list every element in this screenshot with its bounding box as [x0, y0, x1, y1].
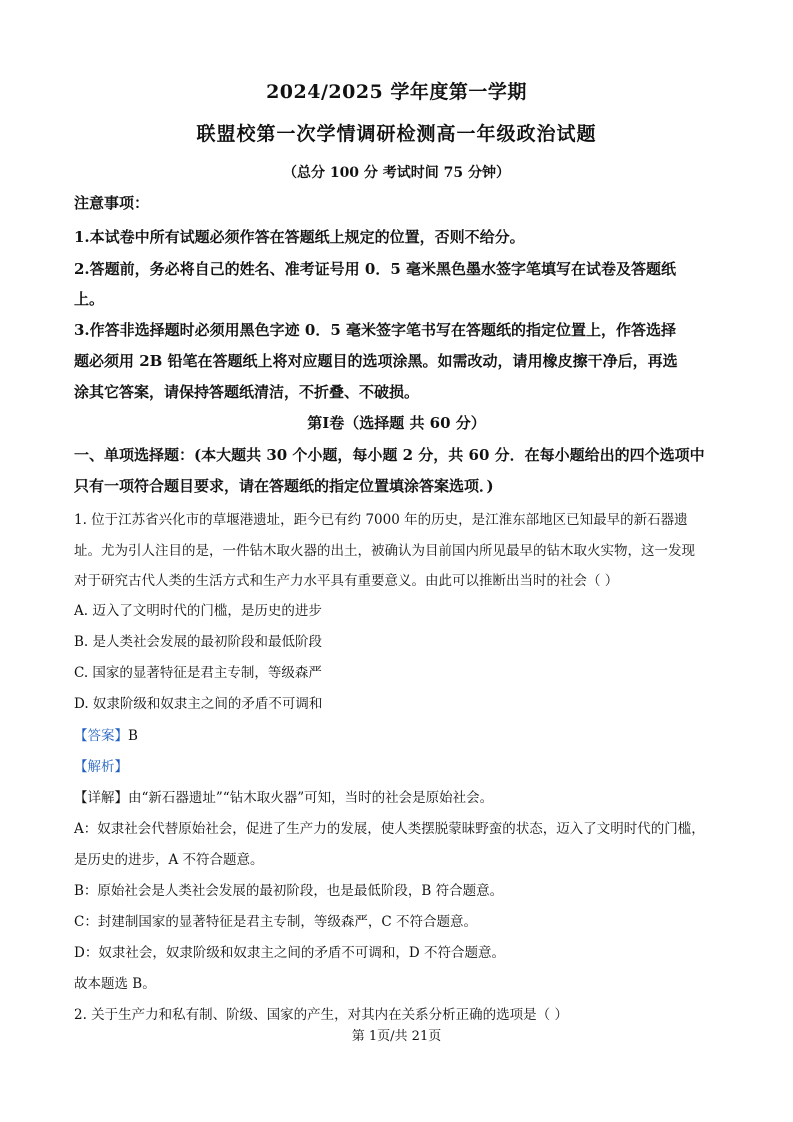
answer-value: B [128, 728, 138, 744]
q1-conclusion: 故本题选 B。 [74, 976, 156, 992]
notice-item-3-line-3: 涂其它答案，请保持答题纸清洁，不折叠、不破损。 [74, 383, 420, 401]
answer-tag: 【答案】 [74, 728, 128, 744]
page-footer: 第 1页/共 21页 [351, 1029, 442, 1044]
q1-explanation-c: C：封建制国家的显著特征是君主专制，等级森严，C 不符合题意。 [74, 914, 477, 930]
notice-item-2-line-1: 2.答题前，务必将自己的姓名、准考证号用 0．5 毫米黑色墨水签字笔填写在试卷及答题纸 [74, 260, 676, 278]
section-instruction-line-1: 一、单项选择题：(本大题共 30 个小题，每小题 2 分，共 60 分．在每小题给出的四个选项中 [74, 446, 705, 464]
q1-option-d: D. 奴隶阶级和奴隶主之间的矛盾不可调和 [74, 696, 323, 712]
notice-heading: 注意事项： [74, 194, 150, 212]
year-term-heading: 2024/2025 学年度第一学期 [266, 81, 527, 103]
notice-item-3-line-1: 3.作答非选择题时必须用黑色字迹 0．5 毫米签字笔书写在答题纸的指定位置上，作答选择 [74, 321, 676, 339]
q1-explanation-d: D：奴隶社会，奴隶阶级和奴隶主之间的矛盾不可调和，D 不符合题意。 [74, 945, 505, 961]
q1-stem-line-2: 址。尤为引人注目的是，一件钻木取火器的出土，被确认为目前国内所见最早的钻木取火实物，这一发现 [74, 543, 695, 559]
notice-item-1: 1.本试卷中所有试题必须作答在答题纸上规定的位置，否则不给分。 [74, 228, 525, 246]
section-instruction-line-2: 只有一项符合题目要求，请在答题纸的指定位置填涂答案选项．) [74, 477, 494, 495]
notice-item-2-line-2: 上。 [74, 290, 105, 308]
q1-explanation-b: B：原始社会是人类社会发展的最初阶段，也是最低阶段，B 符合题意。 [74, 883, 504, 899]
exam-subtitle: （总分 100 分 考试时间 75 分钟） [282, 165, 511, 181]
detail-tag: 【详解】 [74, 790, 128, 806]
q1-explanation-a-line-2: 是历史的进步，A 不符合题意。 [74, 852, 264, 868]
q1-stem-line-1: 1. 位于江苏省兴化市的草堰港遗址，距今已有约 7000 年的历史，是江淮东部地区已知最早的新石器遗 [74, 512, 688, 528]
q1-option-c: C. 国家的显著特征是君主专制，等级森严 [74, 665, 322, 681]
q2-stem: 2. 关于生产力和私有制、阶级、国家的产生，对其内在关系分析正确的选项是（ ） [74, 1007, 568, 1023]
q1-stem-line-3: 对于研究古代人类的生活方式和生产力水平具有重要意义。由此可以推断出当时的社会（ ） [74, 573, 619, 589]
detail-text: 由“新石器遗址”“钻木取火器”可知，当时的社会是原始社会。 [128, 790, 494, 806]
q1-explanation-a-line-1: A：奴隶社会代替原始社会，促进了生产力的发展，使人类摆脱蒙昧野蛮的状态，迈入了文明时代的门槛， [74, 821, 705, 837]
analysis-tag: 【解析】 [74, 759, 128, 775]
q1-answer [74, 724, 721, 744]
q1-option-b: B. 是人类社会发展的最初阶段和最低阶段 [74, 634, 323, 650]
section-title: 第Ⅰ卷（选择题 共 60 分） [307, 414, 486, 432]
notice-item-3-line-2: 题必须用 2B 铅笔在答题纸上将对应题目的选项涂黑。如需改动，请用橡皮擦干净后，再选 [74, 352, 678, 370]
q1-option-a: A. 迈入了文明时代的门槛，是历史的进步 [74, 603, 322, 619]
q1-detail [74, 786, 721, 806]
exam-title: 联盟校第一次学情调研检测高一年级政治试题 [196, 123, 597, 145]
